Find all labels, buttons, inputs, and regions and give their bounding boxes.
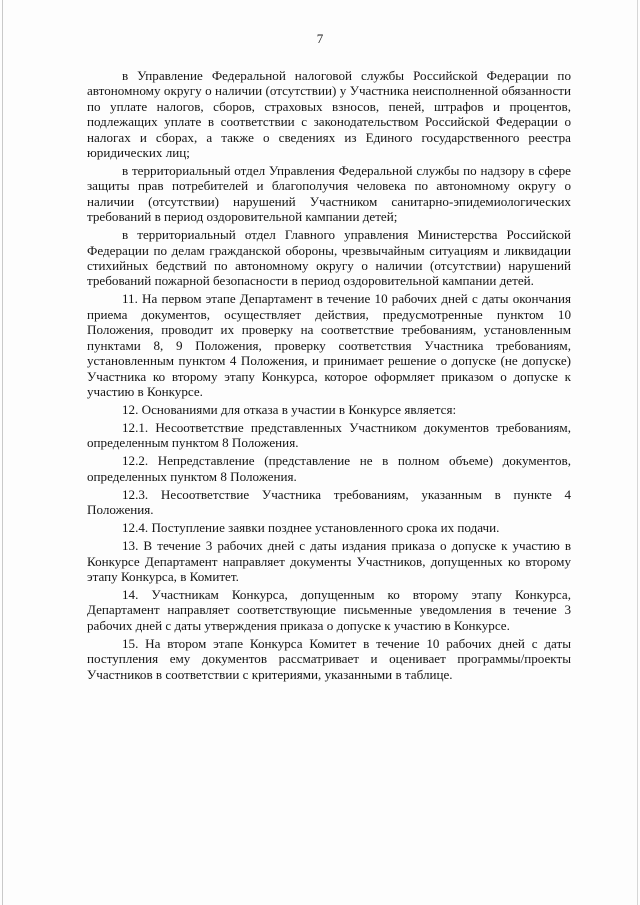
paragraph-12-4: 12.4. Поступление заявки позднее установленного срока их подачи. — [122, 520, 500, 536]
paragraph-11: 11. На первом этапе Департамент в течение 10 рабочих дней с даты окончания приема документов, осуществляет действия, предусмотренные пунктом 10 Положения, проводит их проверку на соответствие требованиям, установленным пунктами 8, 9 Положения, проверку соответствия Участника требованиям, установленным пунктом 4 Положения, и принимает решение о допуске (не допуске) Участника ко второму этапу Конкурса, которое оформляет приказом о допуске к участию в Конкурсе. — [87, 291, 571, 399]
paragraph-15: 15. На втором этапе Конкурса Комитет в течение 10 рабочих дней с даты поступления ему документов рассматривает и оценивает программы/проекты Участников в соответствии с критериями, указанными в таблице. — [87, 635, 571, 682]
scan-edge-left — [2, 0, 3, 905]
document-body — [87, 68, 571, 685]
paragraph-12-2: 12.2. Непредставление (представление не в полном объеме) документов, определенных пунктом 8 Положения. — [87, 453, 571, 484]
paragraph-12-3: 12.3. Несоответствие Участника требованиям, указанным в пункте 4 Положения. — [87, 486, 571, 518]
paragraph-14: 14. Участникам Конкурса, допущенным ко второму этапу Конкурса, Департамент направляет соответствующие письменные уведомления в течение 3 рабочих дней с даты утверждения приказа о допуске к участию в Конкурсе. — [87, 586, 571, 633]
paragraph-tax-service: в Управление Федеральной налоговой службы Российской Федерации по автономному округу о наличии (отсутствии) у Участника неисполненной обязанности по уплате налогов, сборов, страховых взносов, пеней, штрафов и процентов, подлежащих уплате в соответствии с законодательством Российской Федерации о налогах и сборах, а также о сведениях из Единого государственного реестра юридических лиц; — [87, 68, 571, 161]
paragraph-12: 12. Основаниями для отказа в участии в Конкурсе является: — [122, 401, 457, 417]
page-number: 7 — [316, 31, 324, 46]
paragraph-13: 13. В течение 3 рабочих дней с даты издания приказа о допуске к участию в Конкурсе Департамент направляет документы Участников, допущенных ко второму этапу Конкурса, в Комитет. — [87, 538, 571, 584]
paragraph-civil-defense: в территориальный отдел Главного управления Министерства Российской Федерации по делам гражданской обороны, чрезвычайным ситуациям и ликвидации стихийных бедствий по автономному округу о наличии (отсутствии) нарушений требований пожарной безопасности в период оздоровительной кампании детей. — [87, 227, 571, 289]
paragraph-consumer-protection: в территориальный отдел Управления Федеральной службы по надзору в сфере защиты прав потребителей и благополучия человека по автономному округу о наличии (отсутствии) нарушений Участником санитарно-эпидемиологических требований в период оздоровительной кампании детей; — [87, 163, 571, 225]
scan-edge-right — [637, 0, 638, 905]
paragraph-12-1: 12.1. Несоответствие представленных Участником документов требованиям, определенным пунктом 8 Положения. — [87, 419, 571, 451]
